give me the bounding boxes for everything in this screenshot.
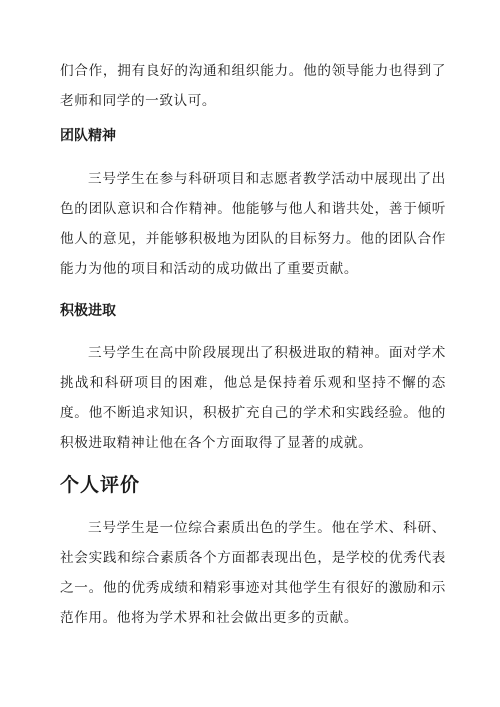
paragraph-proactive: 三号学生在高中阶段展现出了积极进取的精神。面对学术挑战和科研项目的困难，他总是保持着乐观和坚持不懈的态度。他不断追求知识，积极扩充自己的学术和实践经验。他的积极进取精神让他在各个方面取得了显著的成就。 bbox=[60, 345, 446, 451]
paragraph-team-spirit: 三号学生在参与科研项目和志愿者教学活动中展现出了出色的团队意识和合作精神。他能够与他人和谐共处，善于倾听他人的意见，并能够积极地为团队的目标努力。他的团队合作能力为他的项目和活动的成功做出了重要贡献。 bbox=[60, 171, 446, 277]
section-heading-team-spirit: 团队精神 bbox=[60, 128, 116, 144]
paragraph-teamwork-continued: 们合作，拥有良好的沟通和组织能力。他的领导能力也得到了老师和同学的一致认可。 bbox=[60, 63, 446, 109]
paragraph-evaluation: 三号学生是一位综合素质出色的学生。他在学术、科研、社会实践和综合素质各个方面都表现出色，是学校的优秀代表之一。他的优秀成绩和精彩事迹对其他学生有很好的激励和示范作用。他将为学术界和社会做出更多的贡献。 bbox=[60, 520, 446, 626]
section-heading-proactive: 积极进取 bbox=[60, 303, 116, 319]
section-heading-evaluation: 个人评价 bbox=[60, 474, 141, 496]
